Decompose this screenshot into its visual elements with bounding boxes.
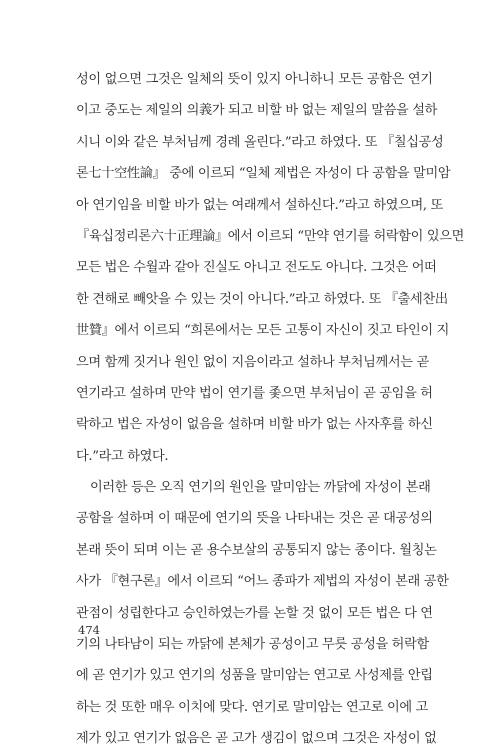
text-line: 에 곧 연기가 있고 연기의 성품을 말미암는 연고로 사성제를 안립 — [76, 668, 433, 684]
text-line: 모든 법은 수월과 같아 진실도 아니고 전도도 아니다. 그것은 어떠 — [76, 260, 437, 276]
text-line: 『육십정리론六十正理論』에서 이르되 “만약 연기를 허락함이 있으면 — [76, 228, 465, 244]
text-line: 관점이 성립한다고 승인하였는가를 논할 것 없이 모든 법은 다 연 — [76, 605, 433, 621]
text-line: 하는 것 또한 매우 이치에 맞다. 연기로 말미암는 연고로 이에 고 — [76, 699, 428, 715]
text-line: 아 연기임을 비할 바가 없는 여래께서 설하신다.”라고 하였으며, 또 — [76, 197, 443, 213]
page-number: 474 — [78, 623, 100, 637]
text-line: 世贊』에서 이르되 “희론에서는 모든 고통이 자신이 짓고 타인이 지 — [76, 323, 449, 339]
text-line: 공함을 설하며 이 때문에 연기의 뜻을 나타내는 것은 곧 대공성의 — [76, 511, 433, 527]
text-line: 본래 뜻이 되며 이는 곧 용수보살의 공통되지 않는 종이다. 월칭논 — [76, 542, 437, 558]
text-line: 이러한 등은 오직 연기의 원인을 말미암는 까닭에 자성이 본래 — [90, 480, 431, 496]
text-line: 론七十空性論』 중에 이르되 “일체 제법은 자성이 다 공함을 말미암 — [76, 166, 451, 182]
text-line: 사가 『현구론』에서 이르되 “어느 종파가 제법의 자성이 본래 공한 — [76, 574, 449, 590]
text-line: 다.”라고 하였다. — [76, 448, 169, 464]
text-line: 한 견해로 빼앗을 수 있는 것이 아니다.”라고 하였다. 또 『출세찬出 — [76, 291, 448, 307]
text-line: 제가 있고 연기가 없음은 곧 고가 생김이 없으며 그것은 자성이 없 — [76, 731, 437, 747]
text-line: 이고 중도는 제일의 의義가 되고 비할 바 없는 제일의 말씀을 설하 — [76, 103, 437, 119]
text-line: 연기라고 설하며 만약 법이 연기를 좇으면 부처님이 곧 공임을 허 — [76, 385, 433, 401]
text-line: 기의 나타남이 되는 까닭에 본체가 공성이고 무릇 공성을 허락함 — [76, 637, 429, 653]
body-text — [76, 64, 465, 755]
text-line: 으며 함께 짓거나 원인 없이 지음이라고 설하나 부처님께서는 곧 — [76, 354, 429, 370]
text-line: 락하고 법은 자성이 없음을 설하며 비할 바가 없는 사자후를 하신 — [76, 417, 433, 433]
text-line: 시니 이와 같은 부처님께 경례 올린다.”라고 하였다. 또 『칠십공성 — [76, 134, 444, 150]
text-line: 성이 없으면 그것은 일체의 뜻이 있지 아니하니 모든 공함은 연기 — [76, 72, 433, 87]
